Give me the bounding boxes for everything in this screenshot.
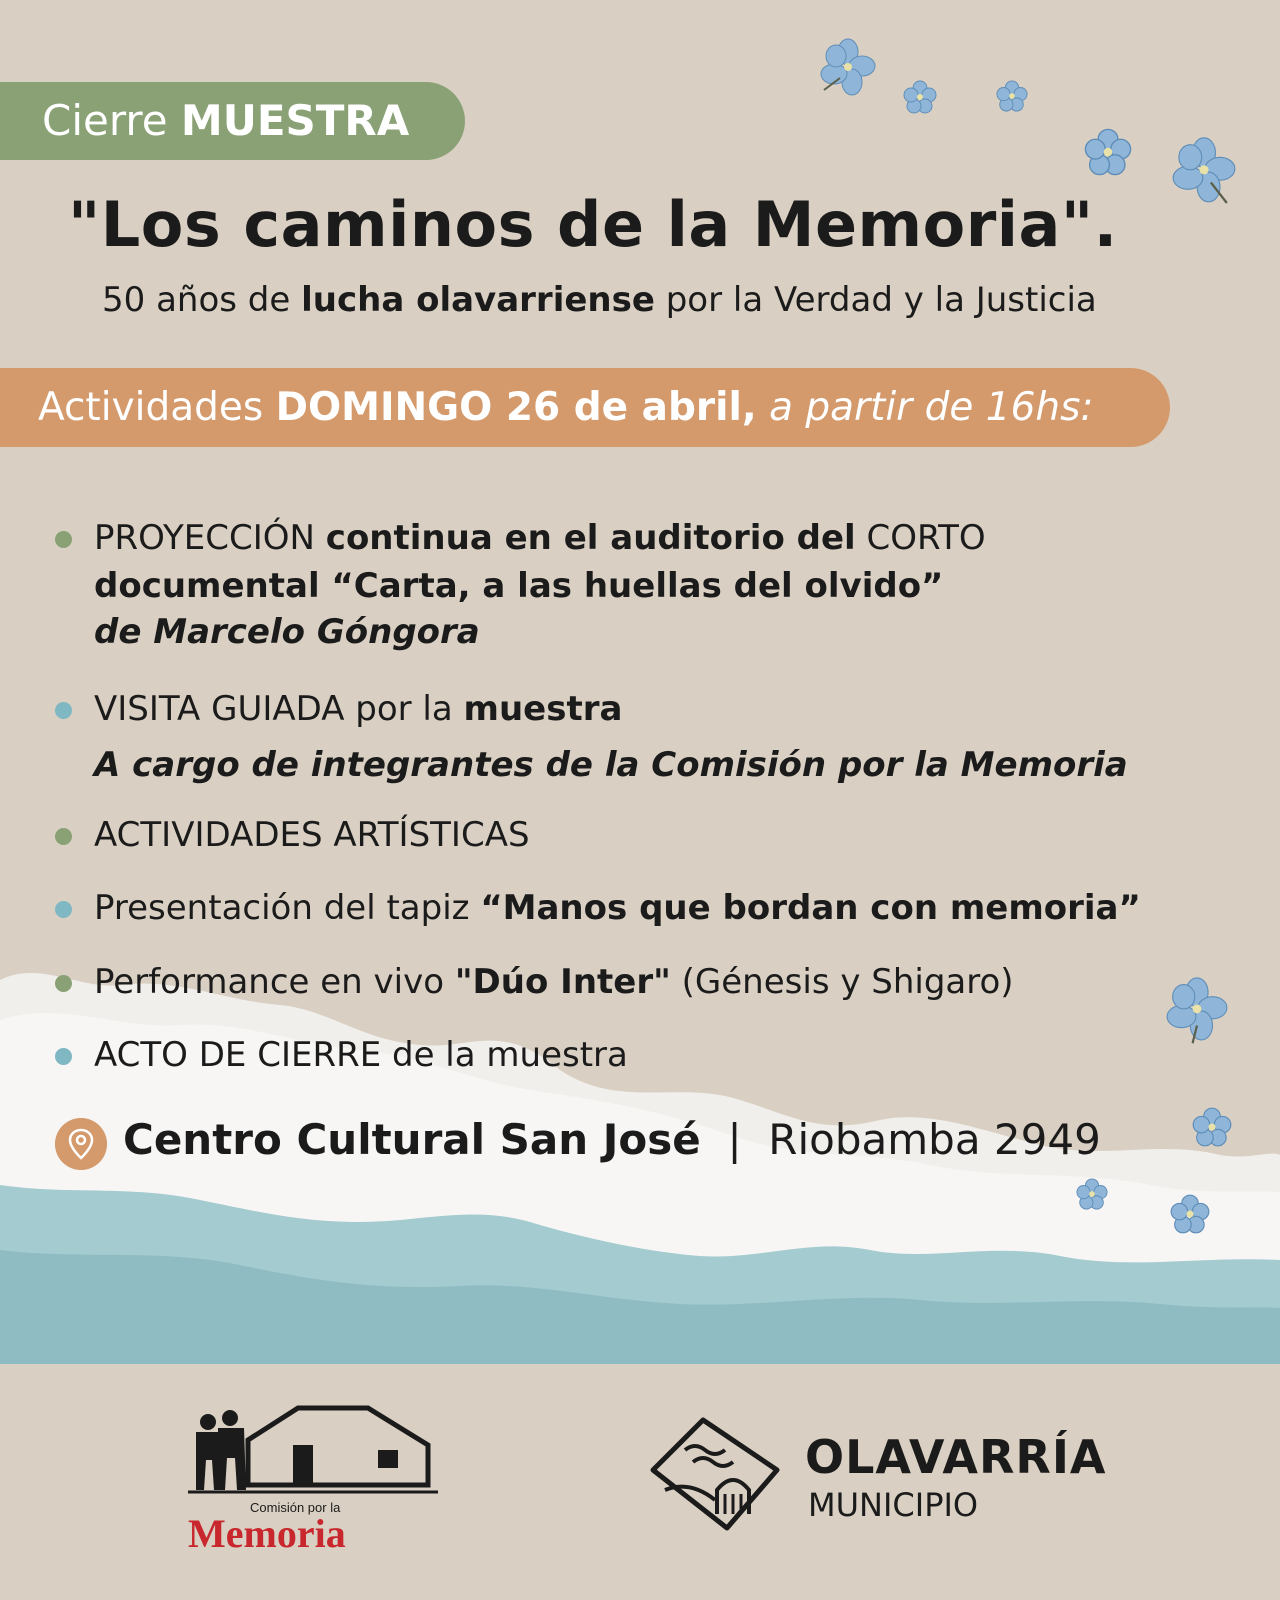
bullet-dot xyxy=(55,828,72,845)
activity-bold: muestra xyxy=(463,689,623,729)
bullet-dot xyxy=(55,975,72,992)
separator: | xyxy=(727,1115,742,1164)
municipio-name: OLAVARRÍA xyxy=(805,1430,1107,1484)
forget-me-not-flower-icon xyxy=(996,80,1028,112)
activity-text: VISITA GUIADA por la xyxy=(94,689,453,729)
list-item xyxy=(94,885,1141,931)
activity-text: (Génesis y Shigaro) xyxy=(681,962,1014,1002)
map-pin-icon xyxy=(55,1118,107,1170)
activity-text: Presentación del tapiz xyxy=(94,888,470,928)
comision-small-text: Comisión por la xyxy=(250,1500,341,1515)
bullet-dot xyxy=(55,901,72,918)
activity-bold: continua en el auditorio del xyxy=(325,518,856,558)
event-location xyxy=(123,1115,1101,1164)
bullet-dot xyxy=(55,531,72,548)
activity-author: de Marcelo Góngora xyxy=(94,612,480,652)
date-banner xyxy=(0,368,1170,447)
date-banner-italic: a partir de 16hs: xyxy=(769,385,1094,430)
activity-text: Performance en vivo xyxy=(94,962,445,1002)
exhibition-title: "Los caminos de la Memoria". xyxy=(68,188,1118,261)
torn-paper-decoration xyxy=(0,960,1280,1380)
activity-line: A cargo de integrantes de la Comisión por la Memoria xyxy=(94,745,1128,785)
list-item: ACTIVIDADES ARTÍSTICAS xyxy=(94,815,530,855)
forget-me-not-flower-icon xyxy=(1076,1178,1108,1210)
subtitle-post: por la Verdad y la Justicia xyxy=(665,280,1097,320)
activity-line: documental “Carta, a las huellas del olvido” xyxy=(94,566,944,606)
municipio-subtitle: MUNICIPIO xyxy=(808,1486,979,1524)
forget-me-not-flower-icon xyxy=(1192,1107,1232,1147)
tag-light-text: Cierre xyxy=(42,96,168,145)
forget-me-not-flower-icon xyxy=(820,38,876,98)
list-item: ACTO DE CIERRE de la muestra xyxy=(94,1035,628,1075)
venue-address: Riobamba 2949 xyxy=(768,1115,1101,1164)
subtitle-bold: lucha olavarriense xyxy=(301,280,655,320)
forget-me-not-flower-icon xyxy=(1170,1194,1210,1234)
comision-big-text: Memoria xyxy=(188,1511,346,1550)
bullet-dot xyxy=(55,1048,72,1065)
date-banner-bold: DOMINGO 26 de abril, xyxy=(275,385,757,430)
venue-name: Centro Cultural San José xyxy=(123,1115,701,1164)
activity-bold: "Dúo Inter" xyxy=(454,962,671,1002)
subtitle-pre: 50 años de xyxy=(102,280,291,320)
forget-me-not-flower-icon xyxy=(903,80,937,114)
activity-text: CORTO xyxy=(866,518,986,558)
bullet-dot xyxy=(55,702,72,719)
list-item xyxy=(94,686,622,732)
forget-me-not-flower-icon xyxy=(1084,128,1132,176)
forget-me-not-flower-icon xyxy=(1172,136,1236,206)
activity-text: PROYECCIÓN xyxy=(94,518,315,558)
forget-me-not-flower-icon xyxy=(1166,975,1228,1045)
olavarria-municipio-logo xyxy=(645,1410,785,1540)
subtitle xyxy=(102,280,1097,320)
comision-memoria-logo xyxy=(188,1400,448,1550)
list-item xyxy=(94,959,1014,1005)
closing-tag xyxy=(0,82,465,160)
date-banner-pre: Actividades xyxy=(38,385,264,430)
list-item xyxy=(94,515,986,561)
activity-bold: “Manos que bordan con memoria” xyxy=(480,888,1141,928)
tag-bold-text: MUESTRA xyxy=(180,96,410,145)
